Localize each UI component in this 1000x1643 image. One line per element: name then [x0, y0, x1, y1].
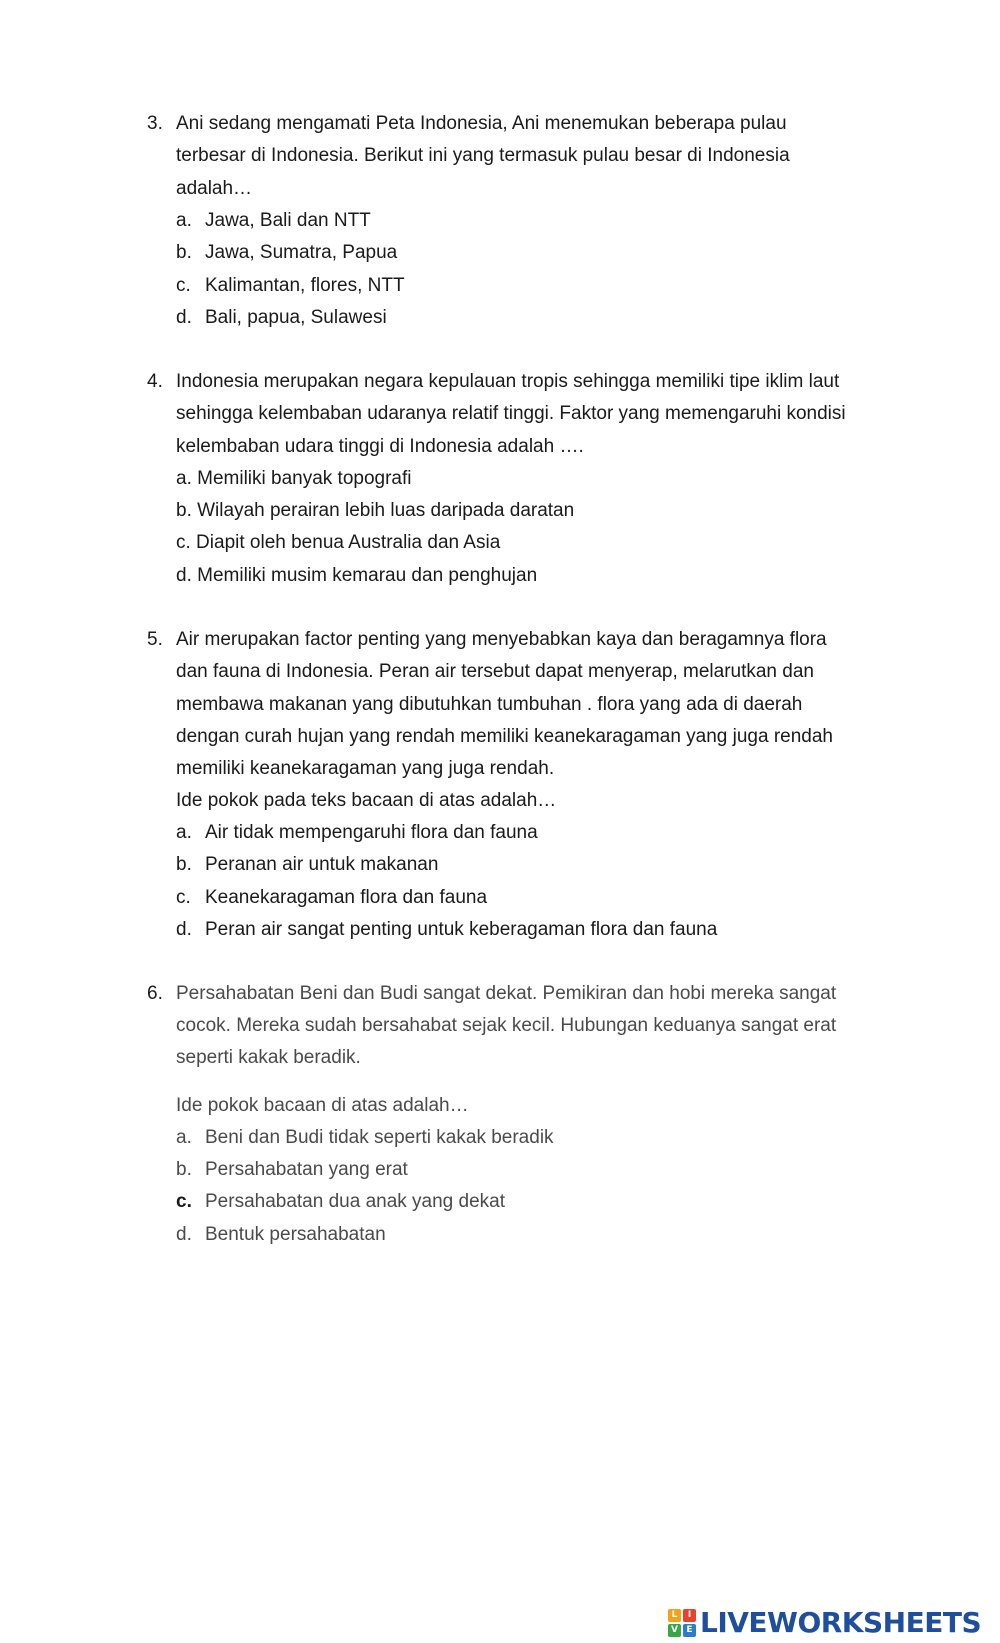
logo-tile: V [668, 1624, 681, 1637]
logo-tile: I [683, 1609, 696, 1622]
logo-tile: L [668, 1609, 681, 1622]
liveworksheets-logo[interactable] [668, 1608, 981, 1638]
option-text: Peran air sangat penting untuk keberagaman flora dan fauna [205, 919, 718, 940]
question-text-line: cocok. Mereka sudah bersahabat sejak kecil. Hubungan keduanya sangat erat [176, 1015, 837, 1036]
option-text: Kalimantan, flores, NTT [205, 275, 405, 296]
option-letter: b. [176, 242, 192, 263]
question-number: 4. [147, 371, 163, 392]
question-text-line: kelembaban udara tinggi di Indonesia adalah …. [176, 436, 584, 457]
option-text: Jawa, Sumatra, Papua [205, 242, 398, 263]
option-text: b. Wilayah perairan lebih luas daripada daratan [176, 500, 575, 521]
option-text: c. Diapit oleh benua Australia dan Asia [176, 532, 501, 553]
option-text: Keanekaragaman flora dan fauna [205, 887, 488, 908]
question-text-line: membawa makanan yang dibutuhkan tumbuhan . flora yang ada di daerah [176, 694, 803, 715]
liveworksheets-logo-text: LIVEWORKSHEETS [700, 1606, 982, 1639]
question-number: 5. [147, 629, 163, 650]
option-text: Persahabatan yang erat [205, 1159, 408, 1180]
question-text-line: Ani sedang mengamati Peta Indonesia, Ani menemukan beberapa pulau [176, 113, 787, 134]
question-text-line: Air merupakan factor penting yang menyebabkan kaya dan beragamnya flora [176, 629, 827, 650]
option-text: Peranan air untuk makanan [205, 854, 439, 875]
question-text-line: memiliki keanekaragaman yang juga rendah. [176, 758, 555, 779]
question-prompt: Ide pokok pada teks bacaan di atas adalah… [176, 790, 557, 811]
option-letter: a. [176, 1127, 192, 1148]
question-number: 3. [147, 113, 163, 134]
option-letter: c. [176, 1191, 192, 1212]
option-letter: a. [176, 822, 192, 843]
logo-tile: E [683, 1624, 696, 1637]
question-text-line: sehingga kelembaban udaranya relatif tinggi. Faktor yang memengaruhi kondisi [176, 403, 846, 424]
option-text: Persahabatan dua anak yang dekat [205, 1191, 506, 1212]
question-text-line: terbesar di Indonesia. Berikut ini yang termasuk pulau besar di Indonesia [176, 145, 790, 166]
option-text: d. Memiliki musim kemarau dan penghujan [176, 565, 538, 586]
question-text-line: Persahabatan Beni dan Budi sangat dekat. Pemikiran dan hobi mereka sangat [176, 983, 837, 1004]
option-text: Bentuk persahabatan [205, 1224, 386, 1245]
question-text-line: adalah… [176, 178, 253, 199]
option-letter: c. [176, 275, 191, 296]
question-text-line: dengan curah hujan yang rendah memiliki keanekaragaman yang juga rendah [176, 726, 834, 747]
option-letter: a. [176, 210, 192, 231]
option-letter: d. [176, 919, 192, 940]
option-text: Jawa, Bali dan NTT [205, 210, 371, 231]
question-text-line: seperti kakak beradik. [176, 1047, 361, 1068]
option-text: Beni dan Budi tidak seperti kakak beradik [205, 1127, 554, 1148]
option-letter: d. [176, 307, 192, 328]
option-letter: d. [176, 1224, 192, 1245]
liveworksheets-logo-icon [668, 1609, 696, 1637]
option-text: Air tidak mempengaruhi flora dan fauna [205, 822, 538, 843]
option-letter: b. [176, 854, 192, 875]
question-text-line: Indonesia merupakan negara kepulauan tropis sehingga memiliki tipe iklim laut [176, 371, 840, 392]
option-letter: c. [176, 887, 191, 908]
question-number: 6. [147, 983, 163, 1004]
option-text: a. Memiliki banyak topografi [176, 468, 412, 489]
question-text-line: dan fauna di Indonesia. Peran air tersebut dapat menyerap, melarutkan dan [176, 661, 814, 682]
option-text: Bali, papua, Sulawesi [205, 307, 387, 328]
option-letter: b. [176, 1159, 192, 1180]
question-prompt: Ide pokok bacaan di atas adalah… [176, 1095, 469, 1116]
